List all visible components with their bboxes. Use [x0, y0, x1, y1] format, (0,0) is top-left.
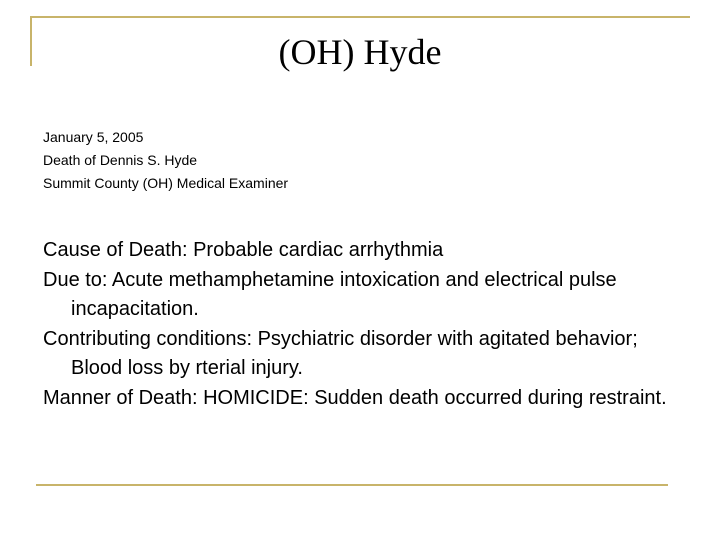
slide-title: (OH) Hyde — [278, 32, 442, 72]
findings — [43, 236, 683, 413]
contributing-conditions: Contributing conditions: Psychiatric disorder with agitated behavior; Blood loss by rterial injury. — [43, 327, 638, 379]
case-date: January 5, 2005 — [43, 129, 144, 145]
left-rule — [30, 16, 32, 66]
case-source: Summit County (OH) Medical Examiner — [43, 175, 289, 191]
manner-of-death: Manner of Death: HOMICIDE: Sudden death occurred during restraint. — [43, 386, 667, 409]
bottom-rule — [36, 484, 668, 486]
case-info — [43, 126, 683, 195]
cause-of-death: Cause of Death: Probable cardiac arrhythmia — [43, 239, 444, 261]
case-subject: Death of Dennis S. Hyde — [43, 152, 198, 168]
top-rule — [30, 16, 690, 18]
due-to: Due to: Acute methamphetamine intoxication and electrical pulse incapacitation. — [43, 268, 617, 320]
